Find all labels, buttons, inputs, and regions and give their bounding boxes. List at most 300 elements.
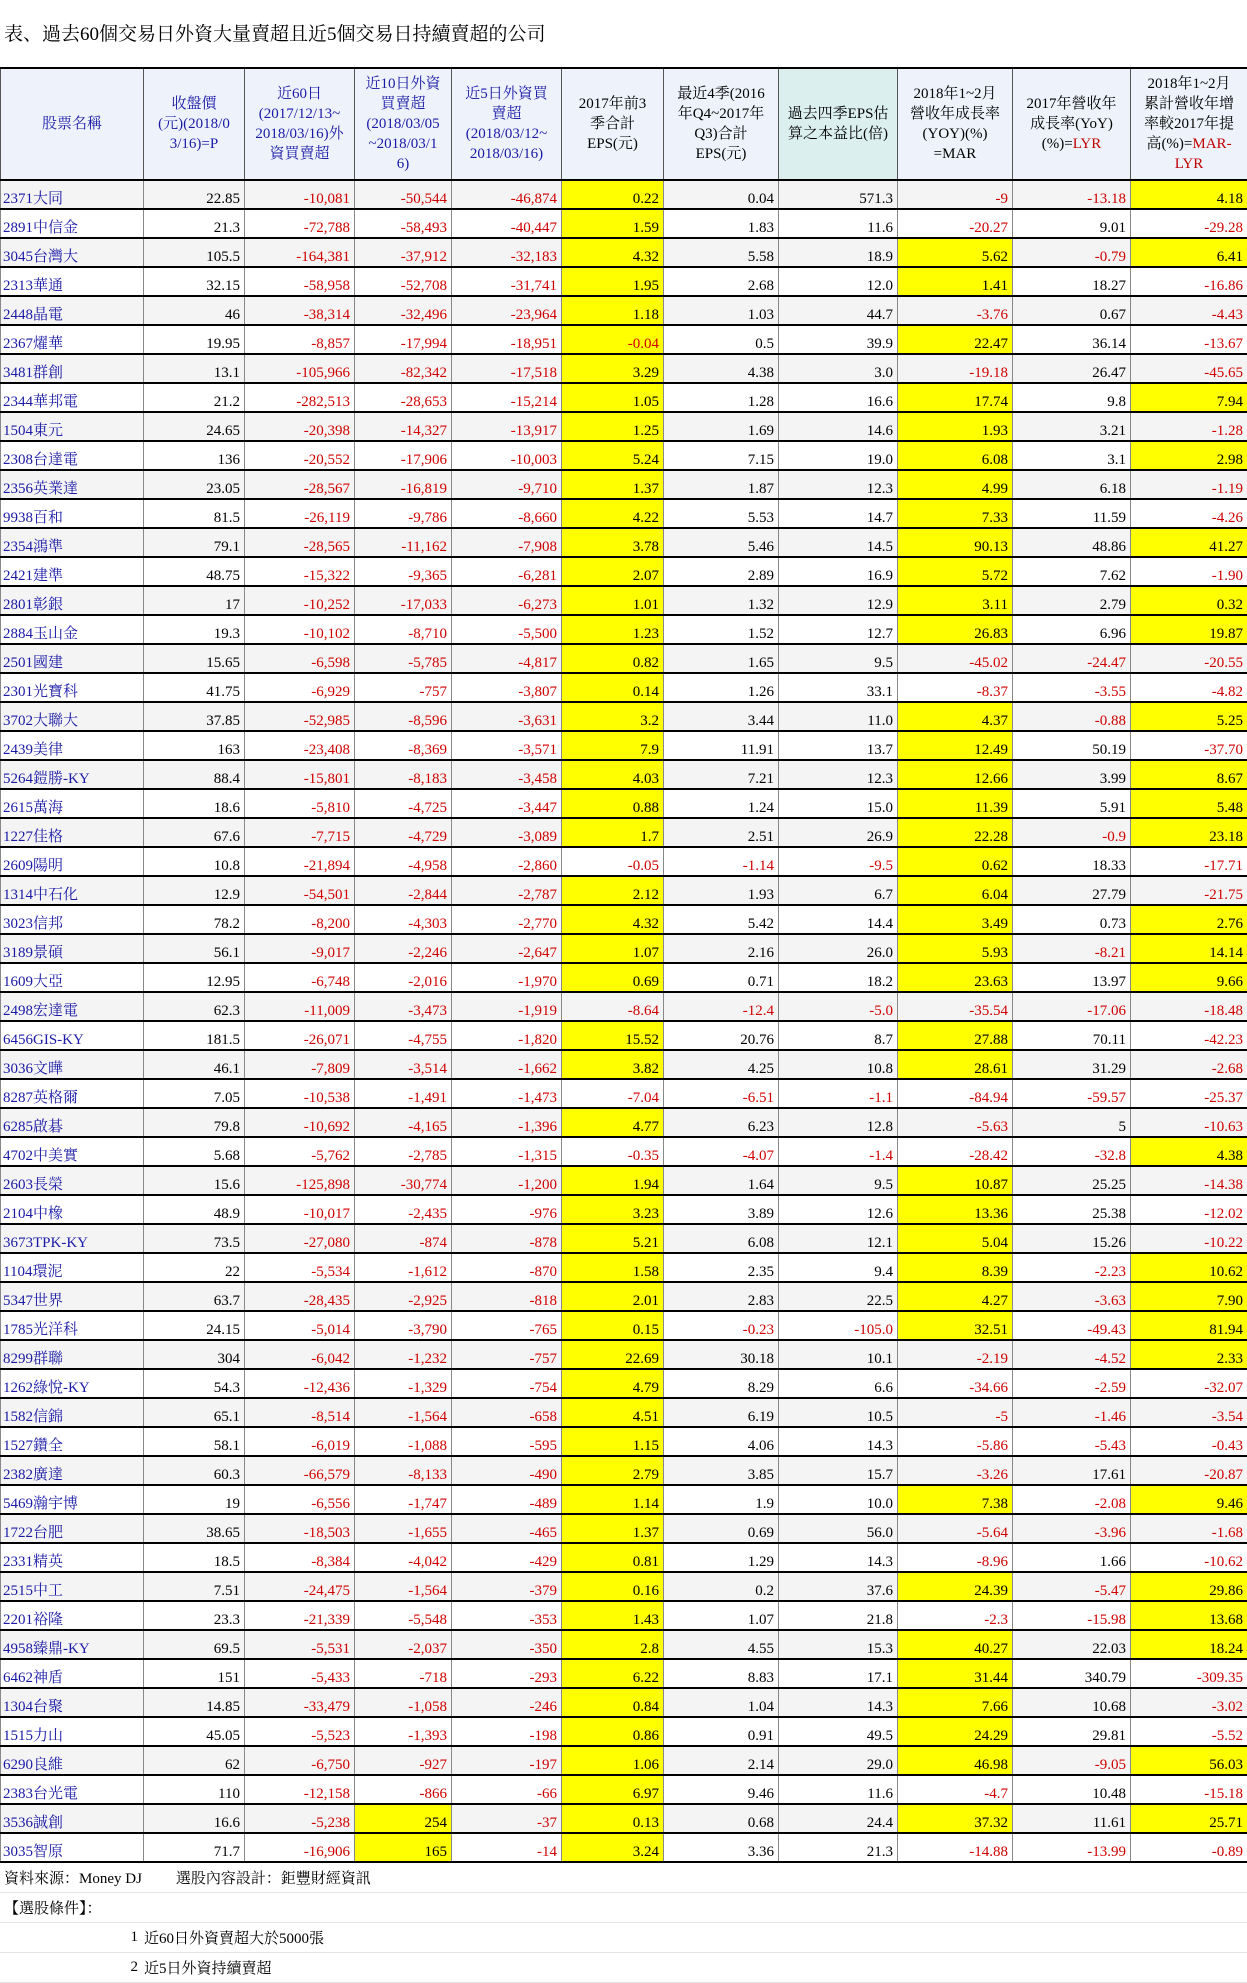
revenue-growth-diff-cell: -309.35 bbox=[1131, 1659, 1247, 1688]
revenue-yoy-lyr-cell: 48.86 bbox=[1013, 528, 1131, 557]
close-price-cell: 48.9 bbox=[144, 1195, 245, 1224]
revenue-yoy-lyr-cell: 9.01 bbox=[1013, 209, 1131, 238]
revenue-yoy-lyr-cell: -17.06 bbox=[1013, 992, 1131, 1021]
foreign-net-10d-cell: -757 bbox=[355, 673, 452, 702]
foreign-net-60d-cell: -10,252 bbox=[245, 586, 355, 615]
eps-last-4q-cell: 1.64 bbox=[664, 1166, 779, 1195]
close-price-cell: 69.5 bbox=[144, 1630, 245, 1659]
eps-last-4q-cell: 3.36 bbox=[664, 1833, 779, 1862]
eps-2017-q1-q3-cell: 1.95 bbox=[562, 267, 664, 296]
close-price-cell: 10.8 bbox=[144, 847, 245, 876]
close-price-cell: 19.95 bbox=[144, 325, 245, 354]
foreign-net-10d-cell: -3,514 bbox=[355, 1050, 452, 1079]
foreign-net-5d-cell: -293 bbox=[452, 1659, 562, 1688]
pe-ratio-cell: 8.7 bbox=[779, 1021, 898, 1050]
foreign-net-60d-cell: -54,501 bbox=[245, 876, 355, 905]
stock-name-cell: 1609大亞 bbox=[1, 963, 144, 992]
pe-ratio-cell: 56.0 bbox=[779, 1514, 898, 1543]
stock-name-cell: 1785光洋科 bbox=[1, 1311, 144, 1340]
revenue-yoy-mar-cell: 7.38 bbox=[898, 1485, 1013, 1514]
revenue-yoy-lyr-cell: 70.11 bbox=[1013, 1021, 1131, 1050]
eps-last-4q-cell: 0.71 bbox=[664, 963, 779, 992]
header-label: 2017年前3 季合計 EPS(元) bbox=[579, 96, 647, 152]
foreign-net-5d-cell: -1,820 bbox=[452, 1021, 562, 1050]
foreign-net-5d-cell: -3,458 bbox=[452, 760, 562, 789]
eps-last-4q-cell: 8.29 bbox=[664, 1369, 779, 1398]
close-price-cell: 12.9 bbox=[144, 876, 245, 905]
revenue-yoy-mar-cell: -45.02 bbox=[898, 644, 1013, 673]
revenue-yoy-lyr-cell: -8.21 bbox=[1013, 934, 1131, 963]
foreign-net-10d-cell: -30,774 bbox=[355, 1166, 452, 1195]
header-label: 收盤價 (元)(2018/0 3/16)=P bbox=[158, 96, 230, 152]
stock-name-cell: 6290良維 bbox=[1, 1746, 144, 1775]
pe-ratio-cell: 12.3 bbox=[779, 470, 898, 499]
revenue-growth-diff-cell: 23.18 bbox=[1131, 818, 1247, 847]
close-price-cell: 105.5 bbox=[144, 238, 245, 267]
pe-ratio-cell: 37.6 bbox=[779, 1572, 898, 1601]
close-price-cell: 151 bbox=[144, 1659, 245, 1688]
foreign-net-10d-cell: -3,473 bbox=[355, 992, 452, 1021]
stock-name-cell: 1527鑽全 bbox=[1, 1427, 144, 1456]
eps-2017-q1-q3-cell: 3.78 bbox=[562, 528, 664, 557]
table-row bbox=[1, 1514, 1247, 1543]
foreign-net-60d-cell: -5,014 bbox=[245, 1311, 355, 1340]
pe-ratio-cell: 12.7 bbox=[779, 615, 898, 644]
eps-last-4q-cell: 1.83 bbox=[664, 209, 779, 238]
header-label-red: LYR bbox=[1073, 136, 1102, 152]
revenue-growth-diff-cell: -37.70 bbox=[1131, 731, 1247, 760]
foreign-net-60d-cell: -66,579 bbox=[245, 1456, 355, 1485]
table-row bbox=[1, 296, 1247, 325]
table-row bbox=[1, 1311, 1247, 1340]
revenue-growth-diff-cell: -10.62 bbox=[1131, 1543, 1247, 1572]
foreign-net-10d-cell: -9,365 bbox=[355, 557, 452, 586]
stock-name-cell: 2891中信金 bbox=[1, 209, 144, 238]
revenue-growth-diff-cell: 9.66 bbox=[1131, 963, 1247, 992]
eps-last-4q-cell: 4.25 bbox=[664, 1050, 779, 1079]
foreign-net-10d-cell: -82,342 bbox=[355, 354, 452, 383]
stock-name-cell: 3045台灣大 bbox=[1, 238, 144, 267]
eps-2017-q1-q3-cell: 2.01 bbox=[562, 1282, 664, 1311]
stock-name-cell: 2801彰銀 bbox=[1, 586, 144, 615]
pe-ratio-cell: 6.7 bbox=[779, 876, 898, 905]
table-row bbox=[1, 731, 1247, 760]
revenue-yoy-mar-cell: 8.39 bbox=[898, 1253, 1013, 1282]
stock-name-cell: 2331精英 bbox=[1, 1543, 144, 1572]
close-price-cell: 38.65 bbox=[144, 1514, 245, 1543]
eps-2017-q1-q3-cell: 2.12 bbox=[562, 876, 664, 905]
foreign-net-60d-cell: -10,102 bbox=[245, 615, 355, 644]
foreign-net-5d-cell: -870 bbox=[452, 1253, 562, 1282]
close-price-cell: 46 bbox=[144, 296, 245, 325]
revenue-growth-diff-cell: -3.54 bbox=[1131, 1398, 1247, 1427]
revenue-yoy-lyr-cell: -1.46 bbox=[1013, 1398, 1131, 1427]
foreign-net-60d-cell: -8,857 bbox=[245, 325, 355, 354]
eps-2017-q1-q3-cell: 0.88 bbox=[562, 789, 664, 818]
foreign-net-60d-cell: -28,567 bbox=[245, 470, 355, 499]
revenue-yoy-mar-cell: -8.37 bbox=[898, 673, 1013, 702]
table-row bbox=[1, 1282, 1247, 1311]
pe-ratio-cell: 12.3 bbox=[779, 760, 898, 789]
revenue-yoy-lyr-cell: 27.79 bbox=[1013, 876, 1131, 905]
stock-name-cell: 6285啟碁 bbox=[1, 1108, 144, 1137]
revenue-yoy-mar-cell: 32.51 bbox=[898, 1311, 1013, 1340]
close-price-cell: 110 bbox=[144, 1775, 245, 1804]
foreign-net-5d-cell: -1,662 bbox=[452, 1050, 562, 1079]
revenue-yoy-lyr-cell: -0.79 bbox=[1013, 238, 1131, 267]
revenue-yoy-mar-cell: -2.19 bbox=[898, 1340, 1013, 1369]
foreign-net-10d-cell: -1,564 bbox=[355, 1398, 452, 1427]
foreign-net-5d-cell: -14 bbox=[452, 1833, 562, 1862]
revenue-yoy-lyr-cell: 340.79 bbox=[1013, 1659, 1131, 1688]
eps-last-4q-cell: 0.04 bbox=[664, 180, 779, 209]
foreign-net-5d-cell: -429 bbox=[452, 1543, 562, 1572]
table-row bbox=[1, 412, 1247, 441]
stock-name-cell: 6462神盾 bbox=[1, 1659, 144, 1688]
revenue-growth-diff-cell: -3.02 bbox=[1131, 1688, 1247, 1717]
eps-last-4q-cell: 5.46 bbox=[664, 528, 779, 557]
stock-name-cell: 2104中橡 bbox=[1, 1195, 144, 1224]
close-price-cell: 73.5 bbox=[144, 1224, 245, 1253]
revenue-yoy-mar-cell: 12.49 bbox=[898, 731, 1013, 760]
revenue-yoy-lyr-cell: 11.59 bbox=[1013, 499, 1131, 528]
foreign-net-10d-cell: -17,994 bbox=[355, 325, 452, 354]
revenue-yoy-lyr-cell: -2.23 bbox=[1013, 1253, 1131, 1282]
foreign-net-60d-cell: -15,322 bbox=[245, 557, 355, 586]
header-pe-ratio bbox=[779, 68, 898, 180]
pe-ratio-cell: 14.3 bbox=[779, 1543, 898, 1572]
stock-name-cell: 8299群聯 bbox=[1, 1340, 144, 1369]
eps-last-4q-cell: 1.32 bbox=[664, 586, 779, 615]
stock-name-cell: 3023信邦 bbox=[1, 905, 144, 934]
foreign-net-60d-cell: -28,435 bbox=[245, 1282, 355, 1311]
revenue-growth-diff-cell: 0.32 bbox=[1131, 586, 1247, 615]
pe-ratio-cell: 12.0 bbox=[779, 267, 898, 296]
eps-2017-q1-q3-cell: 6.97 bbox=[562, 1775, 664, 1804]
eps-last-4q-cell: 3.85 bbox=[664, 1456, 779, 1485]
eps-2017-q1-q3-cell: -8.64 bbox=[562, 992, 664, 1021]
foreign-net-10d-cell: -2,785 bbox=[355, 1137, 452, 1166]
stock-name-cell: 2201裕隆 bbox=[1, 1601, 144, 1630]
revenue-yoy-lyr-cell: 11.61 bbox=[1013, 1804, 1131, 1833]
eps-last-4q-cell: 20.76 bbox=[664, 1021, 779, 1050]
foreign-net-10d-cell: -14,327 bbox=[355, 412, 452, 441]
header-foreign-net-5d bbox=[452, 68, 562, 180]
condition-item bbox=[0, 1953, 1247, 1983]
table-row bbox=[1, 1253, 1247, 1282]
header-label: 2018年1~2月 累計營收年增 率較2017年提 高(%)= bbox=[1144, 76, 1234, 152]
foreign-net-60d-cell: -16,906 bbox=[245, 1833, 355, 1862]
header-label: 近60日 (2017/12/13~ 2018/03/16)外 資買賣超 bbox=[255, 86, 343, 162]
revenue-yoy-lyr-cell: -3.55 bbox=[1013, 673, 1131, 702]
revenue-yoy-mar-cell: 6.04 bbox=[898, 876, 1013, 905]
pe-ratio-cell: 17.1 bbox=[779, 1659, 898, 1688]
foreign-net-5d-cell: -197 bbox=[452, 1746, 562, 1775]
table-row bbox=[1, 1485, 1247, 1514]
foreign-net-60d-cell: -6,929 bbox=[245, 673, 355, 702]
foreign-net-60d-cell: -15,801 bbox=[245, 760, 355, 789]
revenue-yoy-lyr-cell: 15.26 bbox=[1013, 1224, 1131, 1253]
foreign-net-10d-cell: -58,493 bbox=[355, 209, 452, 238]
foreign-net-5d-cell: -353 bbox=[452, 1601, 562, 1630]
revenue-yoy-mar-cell: 0.62 bbox=[898, 847, 1013, 876]
stock-name-cell: 5264鎧勝-KY bbox=[1, 760, 144, 789]
table-row bbox=[1, 1804, 1247, 1833]
revenue-growth-diff-cell: 81.94 bbox=[1131, 1311, 1247, 1340]
pe-ratio-cell: 12.8 bbox=[779, 1108, 898, 1137]
foreign-net-60d-cell: -5,762 bbox=[245, 1137, 355, 1166]
stock-name-cell: 2367燿華 bbox=[1, 325, 144, 354]
foreign-net-5d-cell: -2,860 bbox=[452, 847, 562, 876]
revenue-yoy-mar-cell: -84.94 bbox=[898, 1079, 1013, 1108]
eps-last-4q-cell: 6.23 bbox=[664, 1108, 779, 1137]
revenue-yoy-mar-cell: -34.66 bbox=[898, 1369, 1013, 1398]
header-stock-name bbox=[1, 68, 144, 180]
foreign-net-5d-cell: -490 bbox=[452, 1456, 562, 1485]
revenue-yoy-lyr-cell: 10.68 bbox=[1013, 1688, 1131, 1717]
foreign-net-10d-cell: -8,710 bbox=[355, 615, 452, 644]
revenue-yoy-mar-cell: 46.98 bbox=[898, 1746, 1013, 1775]
eps-last-4q-cell: 1.87 bbox=[664, 470, 779, 499]
foreign-net-60d-cell: -21,339 bbox=[245, 1601, 355, 1630]
stock-name-cell: 5347世界 bbox=[1, 1282, 144, 1311]
pe-ratio-cell: 21.3 bbox=[779, 1833, 898, 1862]
revenue-growth-diff-cell: -1.19 bbox=[1131, 470, 1247, 499]
close-price-cell: 21.3 bbox=[144, 209, 245, 238]
foreign-net-5d-cell: -818 bbox=[452, 1282, 562, 1311]
close-price-cell: 48.75 bbox=[144, 557, 245, 586]
revenue-yoy-lyr-cell: 7.62 bbox=[1013, 557, 1131, 586]
stock-name-cell: 6456GIS-KY bbox=[1, 1021, 144, 1050]
close-price-cell: 24.65 bbox=[144, 412, 245, 441]
foreign-net-60d-cell: -26,119 bbox=[245, 499, 355, 528]
foreign-net-5d-cell: -2,770 bbox=[452, 905, 562, 934]
close-price-cell: 63.7 bbox=[144, 1282, 245, 1311]
eps-last-4q-cell: 6.19 bbox=[664, 1398, 779, 1427]
foreign-net-60d-cell: -12,436 bbox=[245, 1369, 355, 1398]
foreign-net-10d-cell: -9,786 bbox=[355, 499, 452, 528]
revenue-yoy-mar-cell: 5.93 bbox=[898, 934, 1013, 963]
revenue-yoy-lyr-cell: 5 bbox=[1013, 1108, 1131, 1137]
stock-name-cell: 1227佳格 bbox=[1, 818, 144, 847]
revenue-yoy-mar-cell: -5.64 bbox=[898, 1514, 1013, 1543]
header-close-price bbox=[144, 68, 245, 180]
stock-name-cell: 2313華通 bbox=[1, 267, 144, 296]
revenue-yoy-lyr-cell: 50.19 bbox=[1013, 731, 1131, 760]
revenue-yoy-mar-cell: -4.7 bbox=[898, 1775, 1013, 1804]
eps-last-4q-cell: 0.69 bbox=[664, 1514, 779, 1543]
foreign-net-5d-cell: -379 bbox=[452, 1572, 562, 1601]
table-row bbox=[1, 1195, 1247, 1224]
header-eps-2017-q1-q3 bbox=[562, 68, 664, 180]
eps-last-4q-cell: -1.14 bbox=[664, 847, 779, 876]
foreign-net-5d-cell: -2,647 bbox=[452, 934, 562, 963]
close-price-cell: 78.2 bbox=[144, 905, 245, 934]
header-label: 近10日外資 買賣超 (2018/03/05 ~2018/03/1 6) bbox=[365, 76, 440, 172]
revenue-yoy-mar-cell: 28.61 bbox=[898, 1050, 1013, 1079]
foreign-net-5d-cell: -7,908 bbox=[452, 528, 562, 557]
foreign-net-10d-cell: -1,088 bbox=[355, 1427, 452, 1456]
foreign-net-5d-cell: -9,710 bbox=[452, 470, 562, 499]
eps-2017-q1-q3-cell: 1.18 bbox=[562, 296, 664, 325]
eps-last-4q-cell: 0.5 bbox=[664, 325, 779, 354]
revenue-growth-diff-cell: -29.28 bbox=[1131, 209, 1247, 238]
revenue-growth-diff-cell: 25.71 bbox=[1131, 1804, 1247, 1833]
revenue-growth-diff-cell: -20.87 bbox=[1131, 1456, 1247, 1485]
revenue-yoy-lyr-cell: -13.99 bbox=[1013, 1833, 1131, 1862]
foreign-net-5d-cell: -40,447 bbox=[452, 209, 562, 238]
stock-name-cell: 1304台聚 bbox=[1, 1688, 144, 1717]
close-price-cell: 5.68 bbox=[144, 1137, 245, 1166]
close-price-cell: 58.1 bbox=[144, 1427, 245, 1456]
revenue-yoy-lyr-cell: -5.43 bbox=[1013, 1427, 1131, 1456]
eps-2017-q1-q3-cell: 4.32 bbox=[562, 905, 664, 934]
revenue-growth-diff-cell: -32.07 bbox=[1131, 1369, 1247, 1398]
foreign-net-60d-cell: -20,552 bbox=[245, 441, 355, 470]
eps-2017-q1-q3-cell: 0.14 bbox=[562, 673, 664, 702]
close-price-cell: 18.6 bbox=[144, 789, 245, 818]
foreign-net-60d-cell: -6,748 bbox=[245, 963, 355, 992]
close-price-cell: 181.5 bbox=[144, 1021, 245, 1050]
stock-name-cell: 4702中美實 bbox=[1, 1137, 144, 1166]
foreign-net-60d-cell: -8,384 bbox=[245, 1543, 355, 1572]
foreign-net-60d-cell: -105,966 bbox=[245, 354, 355, 383]
foreign-net-60d-cell: -27,080 bbox=[245, 1224, 355, 1253]
foreign-net-5d-cell: -5,500 bbox=[452, 615, 562, 644]
foreign-net-5d-cell: -2,787 bbox=[452, 876, 562, 905]
eps-2017-q1-q3-cell: 1.59 bbox=[562, 209, 664, 238]
eps-last-4q-cell: 4.06 bbox=[664, 1427, 779, 1456]
table-row bbox=[1, 876, 1247, 905]
revenue-yoy-mar-cell: 24.39 bbox=[898, 1572, 1013, 1601]
stock-name-cell: 2356英業達 bbox=[1, 470, 144, 499]
close-price-cell: 21.2 bbox=[144, 383, 245, 412]
foreign-net-10d-cell: -5,785 bbox=[355, 644, 452, 673]
header-label: 2017年營收年 成長率(YoY) (%)= bbox=[1026, 96, 1116, 152]
revenue-yoy-lyr-cell: -59.57 bbox=[1013, 1079, 1131, 1108]
conditions-label-row bbox=[0, 1893, 1247, 1923]
foreign-net-5d-cell: -1,200 bbox=[452, 1166, 562, 1195]
revenue-yoy-lyr-cell: 2.79 bbox=[1013, 586, 1131, 615]
foreign-net-5d-cell: -465 bbox=[452, 1514, 562, 1543]
page-title: 表、過去60個交易日外資大量賣超且近5個交易日持續賣超的公司 bbox=[0, 0, 1247, 67]
revenue-growth-diff-cell: -25.37 bbox=[1131, 1079, 1247, 1108]
revenue-yoy-mar-cell: 17.74 bbox=[898, 383, 1013, 412]
close-price-cell: 67.6 bbox=[144, 818, 245, 847]
close-price-cell: 7.05 bbox=[144, 1079, 245, 1108]
revenue-yoy-mar-cell: -20.27 bbox=[898, 209, 1013, 238]
revenue-growth-diff-cell: 4.18 bbox=[1131, 180, 1247, 209]
stock-name-cell: 3673TPK-KY bbox=[1, 1224, 144, 1253]
revenue-growth-diff-cell: 9.46 bbox=[1131, 1485, 1247, 1514]
close-price-cell: 15.65 bbox=[144, 644, 245, 673]
eps-last-4q-cell: 11.91 bbox=[664, 731, 779, 760]
pe-ratio-cell: 15.7 bbox=[779, 1456, 898, 1485]
foreign-net-10d-cell: -1,612 bbox=[355, 1253, 452, 1282]
revenue-growth-diff-cell: -15.18 bbox=[1131, 1775, 1247, 1804]
eps-2017-q1-q3-cell: 1.23 bbox=[562, 615, 664, 644]
table-row bbox=[1, 1224, 1247, 1253]
pe-ratio-cell: 12.1 bbox=[779, 1224, 898, 1253]
eps-2017-q1-q3-cell: 0.22 bbox=[562, 180, 664, 209]
revenue-growth-diff-cell: -0.89 bbox=[1131, 1833, 1247, 1862]
eps-last-4q-cell: 7.21 bbox=[664, 760, 779, 789]
foreign-net-5d-cell: -1,396 bbox=[452, 1108, 562, 1137]
pe-ratio-cell: 26.9 bbox=[779, 818, 898, 847]
header-revenue-yoy-lyr bbox=[1013, 68, 1131, 180]
foreign-net-5d-cell: -754 bbox=[452, 1369, 562, 1398]
table-row bbox=[1, 354, 1247, 383]
eps-2017-q1-q3-cell: 1.15 bbox=[562, 1427, 664, 1456]
revenue-growth-diff-cell: 8.67 bbox=[1131, 760, 1247, 789]
revenue-yoy-lyr-cell: 0.67 bbox=[1013, 296, 1131, 325]
revenue-yoy-lyr-cell: 22.03 bbox=[1013, 1630, 1131, 1659]
revenue-growth-diff-cell: -10.22 bbox=[1131, 1224, 1247, 1253]
revenue-yoy-mar-cell: -3.76 bbox=[898, 296, 1013, 325]
eps-2017-q1-q3-cell: 0.16 bbox=[562, 1572, 664, 1601]
table-row bbox=[1, 702, 1247, 731]
stock-table bbox=[0, 67, 1247, 1863]
condition-item bbox=[0, 1923, 1247, 1953]
table-row bbox=[1, 1166, 1247, 1195]
revenue-yoy-mar-cell: 31.44 bbox=[898, 1659, 1013, 1688]
foreign-net-10d-cell: -1,393 bbox=[355, 1717, 452, 1746]
foreign-net-10d-cell: -866 bbox=[355, 1775, 452, 1804]
stock-name-cell: 2383台光電 bbox=[1, 1775, 144, 1804]
revenue-growth-diff-cell: -14.38 bbox=[1131, 1166, 1247, 1195]
revenue-growth-diff-cell: -4.26 bbox=[1131, 499, 1247, 528]
foreign-net-60d-cell: -7,809 bbox=[245, 1050, 355, 1079]
eps-2017-q1-q3-cell: 4.32 bbox=[562, 238, 664, 267]
eps-last-4q-cell: 4.55 bbox=[664, 1630, 779, 1659]
close-price-cell: 54.3 bbox=[144, 1369, 245, 1398]
foreign-net-10d-cell: -4,165 bbox=[355, 1108, 452, 1137]
table-row bbox=[1, 499, 1247, 528]
close-price-cell: 17 bbox=[144, 586, 245, 615]
table-row bbox=[1, 615, 1247, 644]
pe-ratio-cell: 14.3 bbox=[779, 1688, 898, 1717]
foreign-net-10d-cell: 254 bbox=[355, 1804, 452, 1833]
pe-ratio-cell: 11.6 bbox=[779, 209, 898, 238]
stock-name-cell: 3036文曄 bbox=[1, 1050, 144, 1079]
foreign-net-10d-cell: -52,708 bbox=[355, 267, 452, 296]
foreign-net-60d-cell: -10,692 bbox=[245, 1108, 355, 1137]
revenue-growth-diff-cell: 5.48 bbox=[1131, 789, 1247, 818]
eps-2017-q1-q3-cell: 0.69 bbox=[562, 963, 664, 992]
foreign-net-60d-cell: -38,314 bbox=[245, 296, 355, 325]
close-price-cell: 81.5 bbox=[144, 499, 245, 528]
revenue-yoy-lyr-cell: 6.18 bbox=[1013, 470, 1131, 499]
eps-2017-q1-q3-cell: 1.7 bbox=[562, 818, 664, 847]
revenue-growth-diff-cell: -10.63 bbox=[1131, 1108, 1247, 1137]
revenue-yoy-mar-cell: -9 bbox=[898, 180, 1013, 209]
revenue-yoy-mar-cell: 27.88 bbox=[898, 1021, 1013, 1050]
table-row bbox=[1, 905, 1247, 934]
table-row bbox=[1, 1427, 1247, 1456]
foreign-net-60d-cell: -6,750 bbox=[245, 1746, 355, 1775]
close-price-cell: 62.3 bbox=[144, 992, 245, 1021]
pe-ratio-cell: 18.9 bbox=[779, 238, 898, 267]
data-source: 資料來源：Money DJ bbox=[0, 1867, 142, 1888]
foreign-net-5d-cell: -3,571 bbox=[452, 731, 562, 760]
revenue-yoy-lyr-cell: -32.8 bbox=[1013, 1137, 1131, 1166]
stock-name-cell: 2344華邦電 bbox=[1, 383, 144, 412]
close-price-cell: 79.8 bbox=[144, 1108, 245, 1137]
stock-name-cell: 1504東元 bbox=[1, 412, 144, 441]
eps-last-4q-cell: 7.15 bbox=[664, 441, 779, 470]
foreign-net-10d-cell: -1,058 bbox=[355, 1688, 452, 1717]
foreign-net-60d-cell: -282,513 bbox=[245, 383, 355, 412]
